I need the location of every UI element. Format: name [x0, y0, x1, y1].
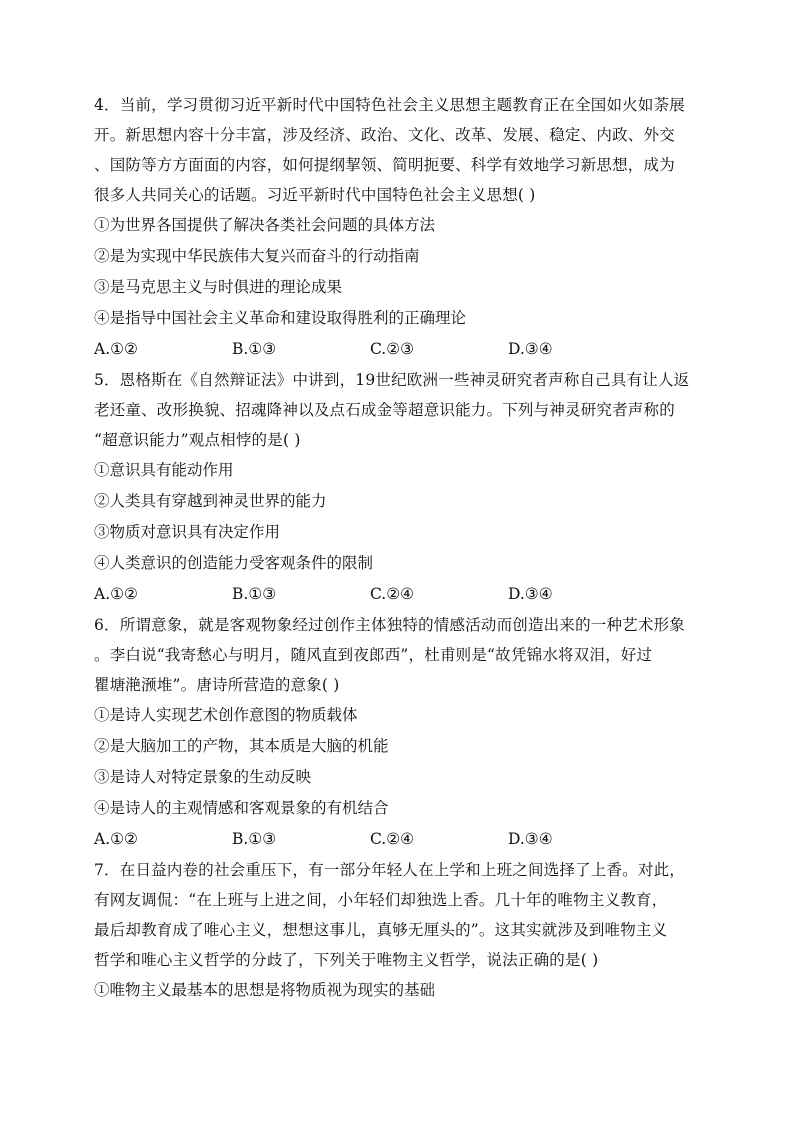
statement-1: ①意识具有能动作用 — [94, 461, 234, 479]
question-stem-line: 老还童、改形换貌、招魂降神以及点石成金等超意识能力。下列与神灵研究者声称的 — [94, 401, 675, 419]
statement-2: ②是大脑加工的产物，其本质是大脑的机能 — [94, 737, 389, 755]
statement-1: ①为世界各国提供了解决各类社会问题的具体方法 — [94, 216, 436, 234]
question-stem-line: 有网友调侃：“在上班与上进之间，小年轻们却独选上香。几十年的唯物主义教育， — [94, 891, 668, 909]
choice-d: D.③④ — [508, 585, 553, 603]
question-stem-line: 6．所谓意象，就是客观物象经过创作主体独特的情感活动而创造出来的一种艺术形象 — [94, 616, 685, 634]
question-stem-line: 很多人共同关心的话题。习近平新时代中国特色社会主义思想( ) — [94, 186, 536, 204]
choice-d: D.③④ — [508, 830, 553, 848]
choice-d: D.③④ — [508, 340, 553, 358]
question-stem-line: 哲学和唯心主义哲学的分歧了，下列关于唯物主义哲学，说法正确的是( ) — [94, 951, 599, 969]
statement-1: ①唯物主义最基本的思想是将物质视为现实的基础 — [94, 981, 436, 999]
question-7 — [94, 855, 704, 1006]
question-stem-line: 最后却教育成了唯心主义，想想这事儿，真够无厘头的”。这其实就涉及到唯物主义 — [94, 921, 668, 939]
choice-c: C.②③ — [370, 340, 415, 358]
statement-2: ②是为实现中华民族伟大复兴而奋斗的行动指南 — [94, 247, 420, 265]
statement-4: ④是诗人的主观情感和客观景象的有机结合 — [94, 799, 389, 817]
answer-choices — [94, 334, 704, 365]
statement-3: ③物质对意识具有决定作用 — [94, 523, 281, 541]
question-stem-line: 、国防等方方面面的内容，如何提纲挈领、简明扼要、科学有效地学习新思想，成为 — [94, 156, 675, 174]
choice-c: C.②④ — [370, 585, 415, 603]
question-stem-line: 5．恩格斯在《自然辩证法》中讲到，19世纪欧洲一些神灵研究者声称自己具有让人返 — [94, 371, 690, 389]
statement-3: ③是马克思主义与时俱进的理论成果 — [94, 278, 343, 296]
answer-choices — [94, 824, 704, 855]
choice-b: B.①③ — [232, 830, 277, 848]
question-4 — [94, 90, 704, 365]
choice-c: C.②④ — [370, 830, 415, 848]
question-stem-line: 瞿塘滟滪堆”。唐诗所营造的意象( ) — [94, 676, 340, 694]
question-stem-line: 开。新思想内容十分丰富，涉及经济、政治、文化、改革、发展、稳定、内政、外交 — [94, 126, 675, 144]
statement-2: ②人类具有穿越到神灵世界的能力 — [94, 492, 327, 510]
question-stem-line: 4．当前，学习贯彻习近平新时代中国特色社会主义思想主题教育正在全国如火如荼展 — [94, 96, 685, 114]
question-6 — [94, 610, 704, 855]
question-5 — [94, 365, 704, 610]
statement-4: ④是指导中国社会主义革命和建设取得胜利的正确理论 — [94, 309, 467, 327]
question-stem-line: 。李白说“我寄愁心与明月，随风直到夜郎西”，杜甫则是“故凭锦水将双泪，好过 — [94, 646, 653, 664]
question-stem-line: 7．在日益内卷的社会重压下，有一部分年轻人在上学和上班之间选择了上香。对此， — [94, 861, 685, 879]
choice-a: A.①② — [94, 585, 138, 603]
statement-3: ③是诗人对特定景象的生动反映 — [94, 768, 312, 786]
choice-b: B.①③ — [232, 340, 277, 358]
choice-a: A.①② — [94, 830, 138, 848]
choice-b: B.①③ — [232, 585, 277, 603]
exam-page — [94, 90, 704, 1006]
statement-4: ④人类意识的创造能力受客观条件的限制 — [94, 554, 374, 572]
statement-1: ①是诗人实现艺术创作意图的物质载体 — [94, 706, 358, 724]
choice-a: A.①② — [94, 340, 138, 358]
answer-choices — [94, 579, 704, 610]
question-stem-line: “超意识能力”观点相悖的是( ) — [94, 431, 301, 449]
